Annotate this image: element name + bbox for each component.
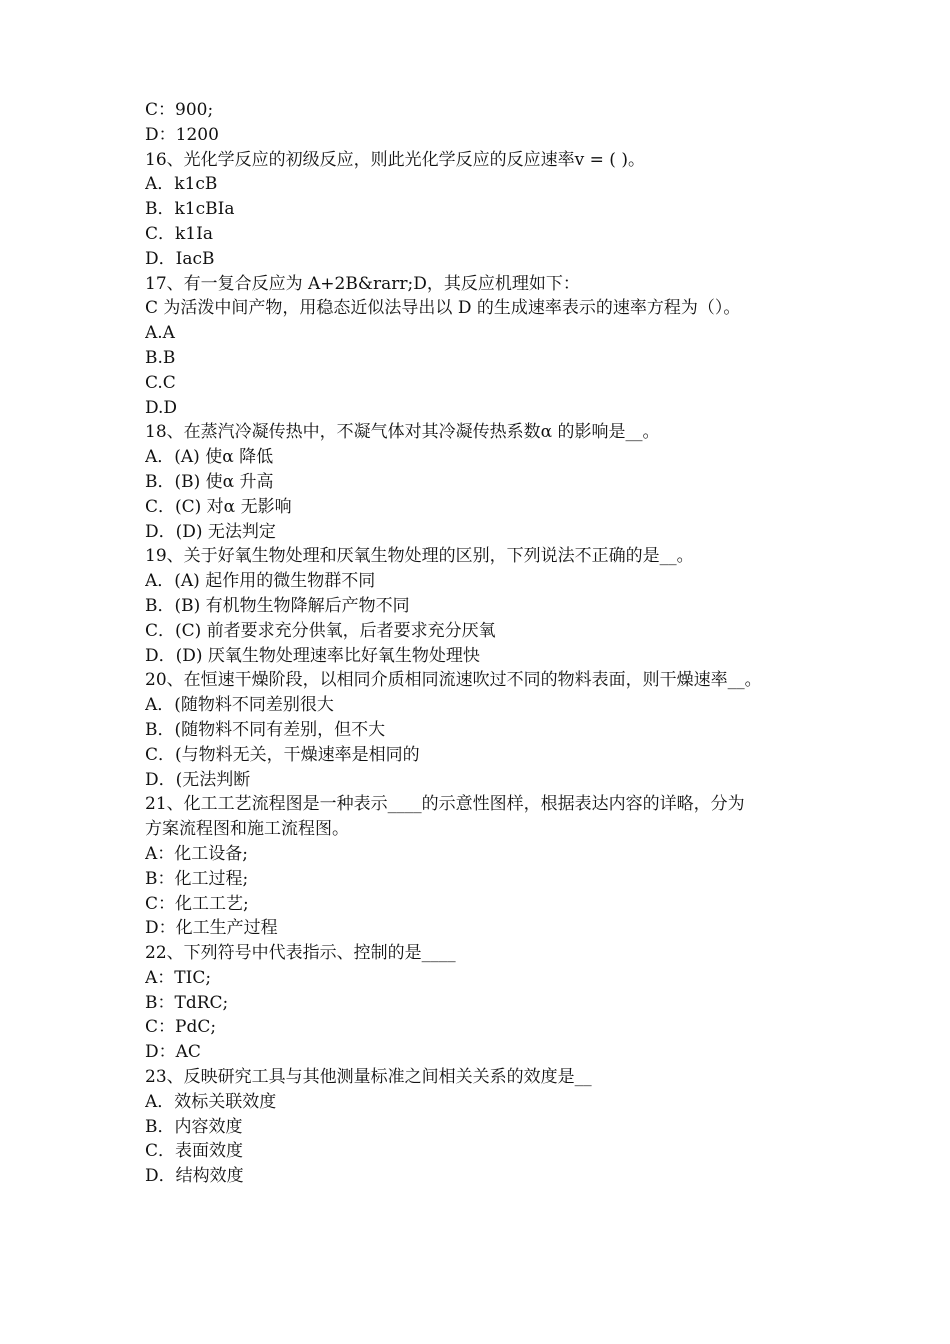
option-line: B．(B) 使α 升高 — [145, 471, 274, 492]
question-18: 18、在蒸汽冷凝传热中，不凝气体对其冷凝传热系数α 的影响是__。 — [145, 422, 660, 443]
option-line: B．k1cBIa — [145, 199, 235, 220]
question-23: 23、反映研究工具与其他测量标准之间相关关系的效度是__ — [145, 1067, 592, 1088]
option-line: A．(随物料不同差别很大 — [145, 695, 334, 716]
option-line: B.B — [145, 347, 176, 368]
option-line: A．(A) 起作用的微生物群不同 — [145, 571, 376, 592]
question-21-continuation: 方案流程图和施工流程图。 — [145, 819, 349, 840]
question-21: 21、化工工艺流程图是一种表示____的示意性图样，根据表达内容的详略，分为 — [145, 794, 745, 815]
option-line: D．IacB — [145, 248, 215, 269]
option-line: C．(与物料无关，干燥速率是相同的 — [145, 744, 420, 765]
question-17: 17、有一复合反应为 A+2B&rarr;D，其反应机理如下： — [145, 273, 580, 294]
question-17-continuation: C 为活泼中间产物，用稳态近似法导出以 D 的生成速率表示的速率方程为（）。 — [145, 298, 741, 319]
document-page — [145, 98, 817, 1189]
option-line: D：1200 — [145, 124, 219, 145]
option-line: D．(无法判断 — [145, 769, 251, 790]
option-line: D．结构效度 — [145, 1166, 244, 1187]
option-line: B：化工过程; — [145, 868, 249, 889]
question-16: 16、光化学反应的初级反应，则此光化学反应的反应速率v = ( )。 — [145, 149, 645, 170]
option-line: A．k1cB — [145, 174, 218, 195]
option-line: B．内容效度 — [145, 1116, 243, 1137]
question-22: 22、下列符号中代表指示、控制的是____ — [145, 943, 456, 964]
question-19: 19、关于好氧生物处理和厌氧生物处理的区别，下列说法不正确的是__。 — [145, 546, 694, 567]
option-line: B．(B) 有机物生物降解后产物不同 — [145, 595, 410, 616]
option-line: A：TIC; — [145, 967, 212, 988]
option-line: C：化工工艺; — [145, 893, 249, 914]
option-line: A：化工设备; — [145, 843, 249, 864]
option-line: C．k1Ia — [145, 223, 213, 244]
option-line: B：TdRC; — [145, 992, 229, 1013]
option-line: C．(C) 前者要求充分供氧，后者要求充分厌氧 — [145, 620, 496, 641]
option-line: C：PdC; — [145, 1017, 217, 1038]
option-line: C．(C) 对α 无影响 — [145, 496, 292, 517]
option-line: C．表面效度 — [145, 1141, 244, 1162]
option-line: C：900; — [145, 100, 214, 120]
option-line: D．(D) 无法判定 — [145, 521, 276, 542]
option-line: D：AC — [145, 1042, 201, 1063]
option-line: D：化工生产过程 — [145, 918, 278, 939]
option-line: D．(D) 厌氧生物处理速率比好氧生物处理快 — [145, 645, 480, 666]
option-line: B．(随物料不同有差别，但不大 — [145, 719, 386, 740]
question-20: 20、在恒速干燥阶段，以相同介质相同流速吹过不同的物料表面，则干燥速率__。 — [145, 670, 762, 691]
option-line: A.A — [145, 323, 175, 344]
option-line: A．效标关联效度 — [145, 1091, 277, 1112]
option-line: D.D — [145, 397, 178, 418]
option-line: A．(A) 使α 降低 — [145, 447, 274, 468]
option-line: C.C — [145, 372, 176, 393]
